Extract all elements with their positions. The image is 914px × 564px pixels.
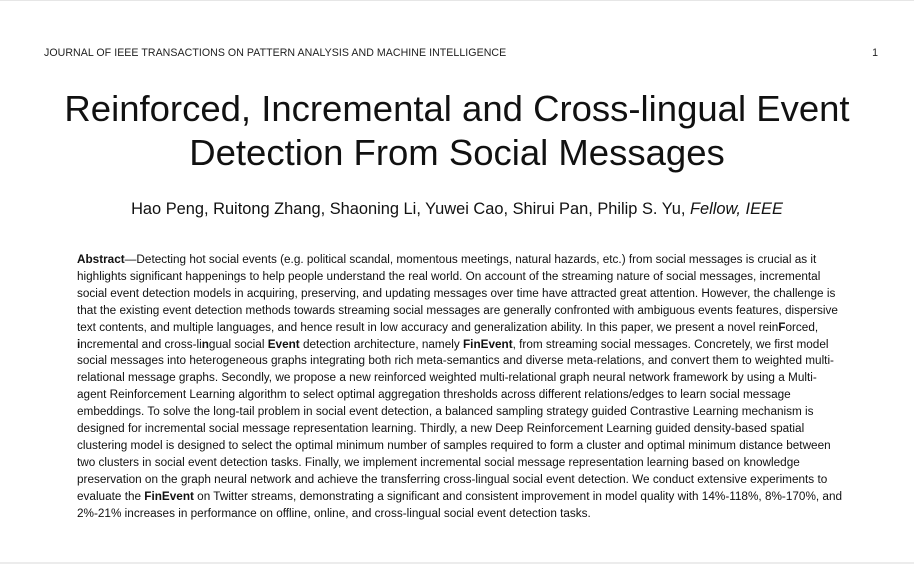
abstract-bold-4: Event	[267, 337, 300, 351]
abstract-text-7: on Twitter streams, demonstrating a significant and consistent improvement in model quality with 14%-118%, 8%-170%, and 2%-21% increases in performance on offline, online, and cross-lingual social event detection tasks.	[77, 489, 843, 520]
abstract-bold-3: n	[201, 337, 209, 351]
abstract-text-5: detection architecture, namely	[299, 337, 463, 351]
abstract-bold-2: i	[77, 337, 81, 351]
paper-title-line-1: Reinforced, Incremental and Cross-lingual Event	[64, 88, 850, 129]
paper-title	[0, 87, 914, 175]
abstract	[77, 252, 845, 523]
abstract-bold-1: F	[778, 320, 786, 334]
abstract-text-3: ncremental and cross-li	[80, 337, 202, 351]
abstract-text-6: , from streaming social messages. Concretely, we first model social messages into heterogeneous graphs integrating both rich meta-semantics and diverse meta-relations, and convert them to weighted multi-relational message graphs. Secondly, we propose a new reinforced weighted multi-relational graph neural network framework by using a Multi-agent Reinforcement Learning algorithm to select optimal aggregation thresholds across different relations/edges to learn social message embeddings. To solve the long-tail problem in social event detection, a balanced sampling strategy guided Contrastive Learning mechanism is designed for incremental social message representation learning. Thirdly, a new Deep Reinforcement Learning guided density-based spatial clustering model is designed to select the optimal minimum number of samples required to form a cluster and optimal minimum distance between two clusters in social event detection tasks. Finally, we implement incremental social message representation learning based on knowledge preservation on the graph neural network and achieve the transferring cross-lingual social event detection. We conduct extensive experiments to evaluate the	[77, 337, 834, 503]
running-header: JOURNAL OF IEEE TRANSACTIONS ON PATTERN ANALYSIS AND MACHINE INTELLIGENCE	[44, 47, 507, 59]
author-names: Hao Peng, Ruitong Zhang, Shaoning Li, Yuwei Cao, Shirui Pan, Philip S. Yu,	[131, 200, 686, 218]
abstract-text-4: gual social	[208, 337, 268, 351]
abstract-bold-6: FinEvent	[144, 489, 194, 503]
page-number: 1	[872, 47, 878, 59]
author-list	[0, 200, 914, 219]
fellow-designation: Fellow, IEEE	[689, 200, 783, 218]
abstract-text-2: orced,	[785, 320, 819, 334]
abstract-paragraph	[77, 252, 845, 523]
paper-title-line-2: Detection From Social Messages	[189, 132, 725, 173]
abstract-bold-5: FinEvent	[463, 337, 513, 351]
abstract-dash: —	[124, 253, 137, 266]
abstract-text-1: Detecting hot social events (e.g. political scandal, momentous meetings, natural hazards, etc.) from social messages is crucial as it highlights significant happenings to help people understand the real world. On account of the streaming nature of social messages, incremental social event detection models in acquiring, preserving, and updating messages over time have attracted great attention. However, the challenge is that the existing event detection methods towards streaming social messages are generally confronted with ambiguous events features, dispersive text contents, and multiple languages, and hence result in low accuracy and generalization ability. In this paper, we present a novel rein	[77, 253, 838, 334]
abstract-label: Abstract	[77, 253, 125, 266]
